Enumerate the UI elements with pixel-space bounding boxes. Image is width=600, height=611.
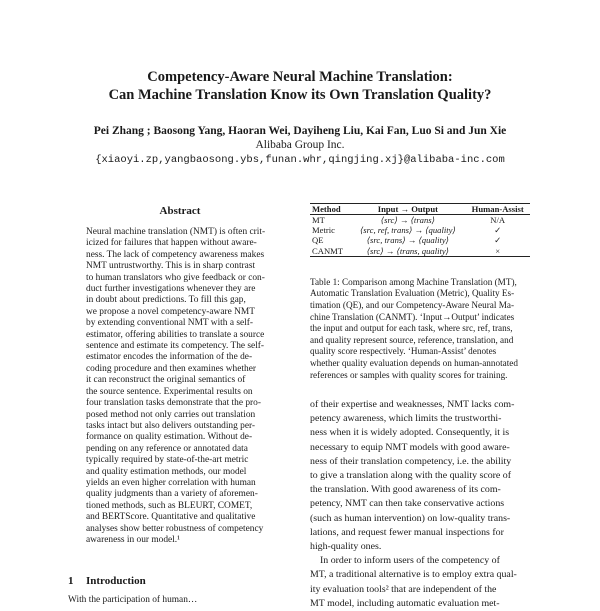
body-line: lations, and request fewer manual inspections for — [310, 526, 504, 538]
table-cell-method: MT — [312, 215, 325, 225]
table-cell-io: ⟨src⟩ → ⟨trans, quality⟩ — [350, 246, 465, 257]
abstract-line: pending on any reference or annotated data — [86, 443, 248, 454]
body-line: petency awareness, which limits the trustworthi- — [310, 413, 502, 425]
table-header-cell: Input → Output — [350, 204, 465, 215]
abstract-line: coding procedure and then examines whether — [86, 363, 256, 374]
table-cell-io: ⟨src, trans⟩ → ⟨quality⟩ — [366, 235, 450, 246]
abstract-section — [68, 205, 292, 546]
section-heading-introduction — [68, 575, 146, 587]
body-line: petency, NMT can then take conservative actions — [310, 498, 505, 510]
affiliation: Alibaba Group Inc. — [255, 139, 345, 151]
body-line: (such as human intervention) on low-quality trans- — [310, 512, 511, 524]
table-row — [310, 215, 530, 226]
caption-line: and quality represent source, reference, translation, and — [310, 334, 514, 345]
table-cell-method: Metric — [312, 225, 335, 236]
abstract-line: awareness in our model.¹ — [86, 534, 180, 545]
body-line: MT, a traditional alternative is to employ extra qual- — [310, 569, 517, 581]
caption-line: references or samples with quality scores for training. — [310, 369, 508, 380]
caption-line: timation (QE), and our Competency-Aware Neural Ma- — [310, 300, 515, 310]
abstract-line: NMT untrustworthy. This is in sharp contrast — [86, 261, 256, 272]
abstract-line: tioned methods, such as BLEURT, COMET, — [86, 500, 253, 511]
table-cell-io: ⟨src, ref, trans⟩ → ⟨quality⟩ — [359, 225, 456, 236]
table-cell-assist: ✓ — [494, 235, 502, 246]
paper-title — [0, 68, 600, 104]
table-row — [310, 235, 530, 245]
table-cell-io: ⟨src⟩ → ⟨trans⟩ — [380, 215, 435, 225]
body-line: ness of their translation competency, i.e. the ability — [310, 455, 512, 467]
introduction-right-column — [310, 398, 517, 611]
table-header-cell: Human-Assist — [465, 204, 530, 215]
body-line: In order to inform users of the competency of — [320, 555, 500, 567]
abstract-line: typically required by state-of-the-art metric — [86, 455, 249, 466]
author-list: Pei Zhang ; Baosong Yang, Haoran Wei, Dayiheng Liu, Kai Fan, Luo Si and Jun Xie — [93, 125, 507, 137]
section-number: 1 — [68, 575, 74, 587]
abstract-line: yields an even higher correlation with human — [86, 477, 256, 488]
abstract-line: and quality estimation methods, our model — [86, 466, 247, 477]
abstract-line: four translation tasks demonstrate that the pro- — [86, 398, 261, 409]
table-caption — [310, 277, 532, 381]
abstract-line: tasks intact but also delivers outstanding per- — [86, 420, 256, 431]
body-line: high-quality ones. — [310, 541, 382, 553]
abstract-line: quality judgments than a variety of aforemen- — [86, 489, 258, 500]
table-cell-assist: ✓ — [494, 225, 502, 236]
comparison-table — [310, 203, 530, 257]
abstract-line: in doubt about predictions. To fill this gap, — [86, 295, 246, 306]
abstract-line: it can reconstruct the original semantics of — [86, 375, 246, 386]
abstract-heading: Abstract — [159, 205, 201, 217]
table-block — [310, 200, 532, 381]
abstract-line: ness. The lack of competency awareness makes — [86, 249, 265, 260]
body-line: of their expertise and weaknesses, NMT lacks com- — [310, 399, 515, 410]
table-cell-assist: × — [465, 246, 530, 257]
abstract-line: formance on quality estimation. Without de- — [86, 432, 253, 443]
table-header-cell: Method — [310, 204, 350, 215]
body-line: MT model, including automatic evaluation met- — [310, 597, 500, 609]
abstract-line: by extending conventional NMT with a self- — [86, 318, 253, 329]
caption-line: quality score respectively. ‘Human-Assist’ denotes — [310, 346, 497, 357]
caption-line: whether quality evaluation depends on human-annotated — [310, 357, 518, 368]
caption-line: Automatic Translation Evaluation (Metric), Quality Es- — [310, 288, 515, 299]
abstract-line: we propose a novel competency-aware NMT — [86, 306, 255, 317]
caption-line: Table 1: Comparison among Machine Translation (MT), — [310, 276, 517, 287]
body-line: necessary to equip NMT models with good aware- — [310, 441, 510, 453]
abstract-line: and BERTScore. Quantitative and qualitative — [86, 512, 256, 523]
abstract-line: estimator, offering abilities to translate a source — [86, 329, 265, 340]
abstract-line: sentence and estimate its competency. The self- — [86, 341, 265, 352]
abstract-line: posed method not only carries out translation — [86, 409, 256, 420]
abstract-line: duct further investigations whenever they are — [86, 284, 256, 295]
caption-line: chine Translation (CANMT). ‘Input→Output’ indicates — [310, 311, 515, 322]
table-row — [310, 246, 530, 257]
table-cell-assist: N/A — [490, 215, 506, 225]
table-cell-method: CANMT — [310, 246, 350, 257]
caption-line: the input and output for each task, where src, ref, trans, — [310, 323, 513, 334]
title-line: Competency-Aware Neural Machine Translation: — [147, 69, 453, 85]
abstract-line: Neural machine translation (NMT) is often crit- — [86, 227, 266, 237]
abstract-line: analyses show better robustness of competency — [86, 523, 264, 534]
body-line: to give a translation along with the quality score of — [310, 470, 512, 482]
body-line: ity evaluation tools² that are independent of the — [310, 583, 497, 595]
table-cell-method: QE — [312, 235, 324, 246]
body-line: the translation. With good awareness of its com- — [310, 484, 501, 496]
table-row — [310, 225, 530, 235]
abstract-line: to human translators who give feedback or con- — [86, 272, 265, 283]
section-title: Introduction — [86, 575, 146, 587]
abstract-line: icized for failures that happen without aware- — [86, 238, 257, 249]
table-header-row — [310, 204, 530, 215]
introduction-first-line: With the participation of human… — [68, 595, 198, 605]
abstract-line: the source sentence. Experimental results on — [86, 386, 253, 397]
author-emails: {xiaoyi.zp,yangbaosong.ybs,funan.whr,qingjing.xj}@alibaba-inc.com — [95, 154, 505, 166]
abstract-line: estimator encodes the information of the de- — [86, 352, 253, 363]
title-line: Can Machine Translation Know its Own Translation Quality? — [108, 87, 492, 103]
body-line: ness when it is widely adopted. Consequently, it is — [310, 427, 510, 439]
